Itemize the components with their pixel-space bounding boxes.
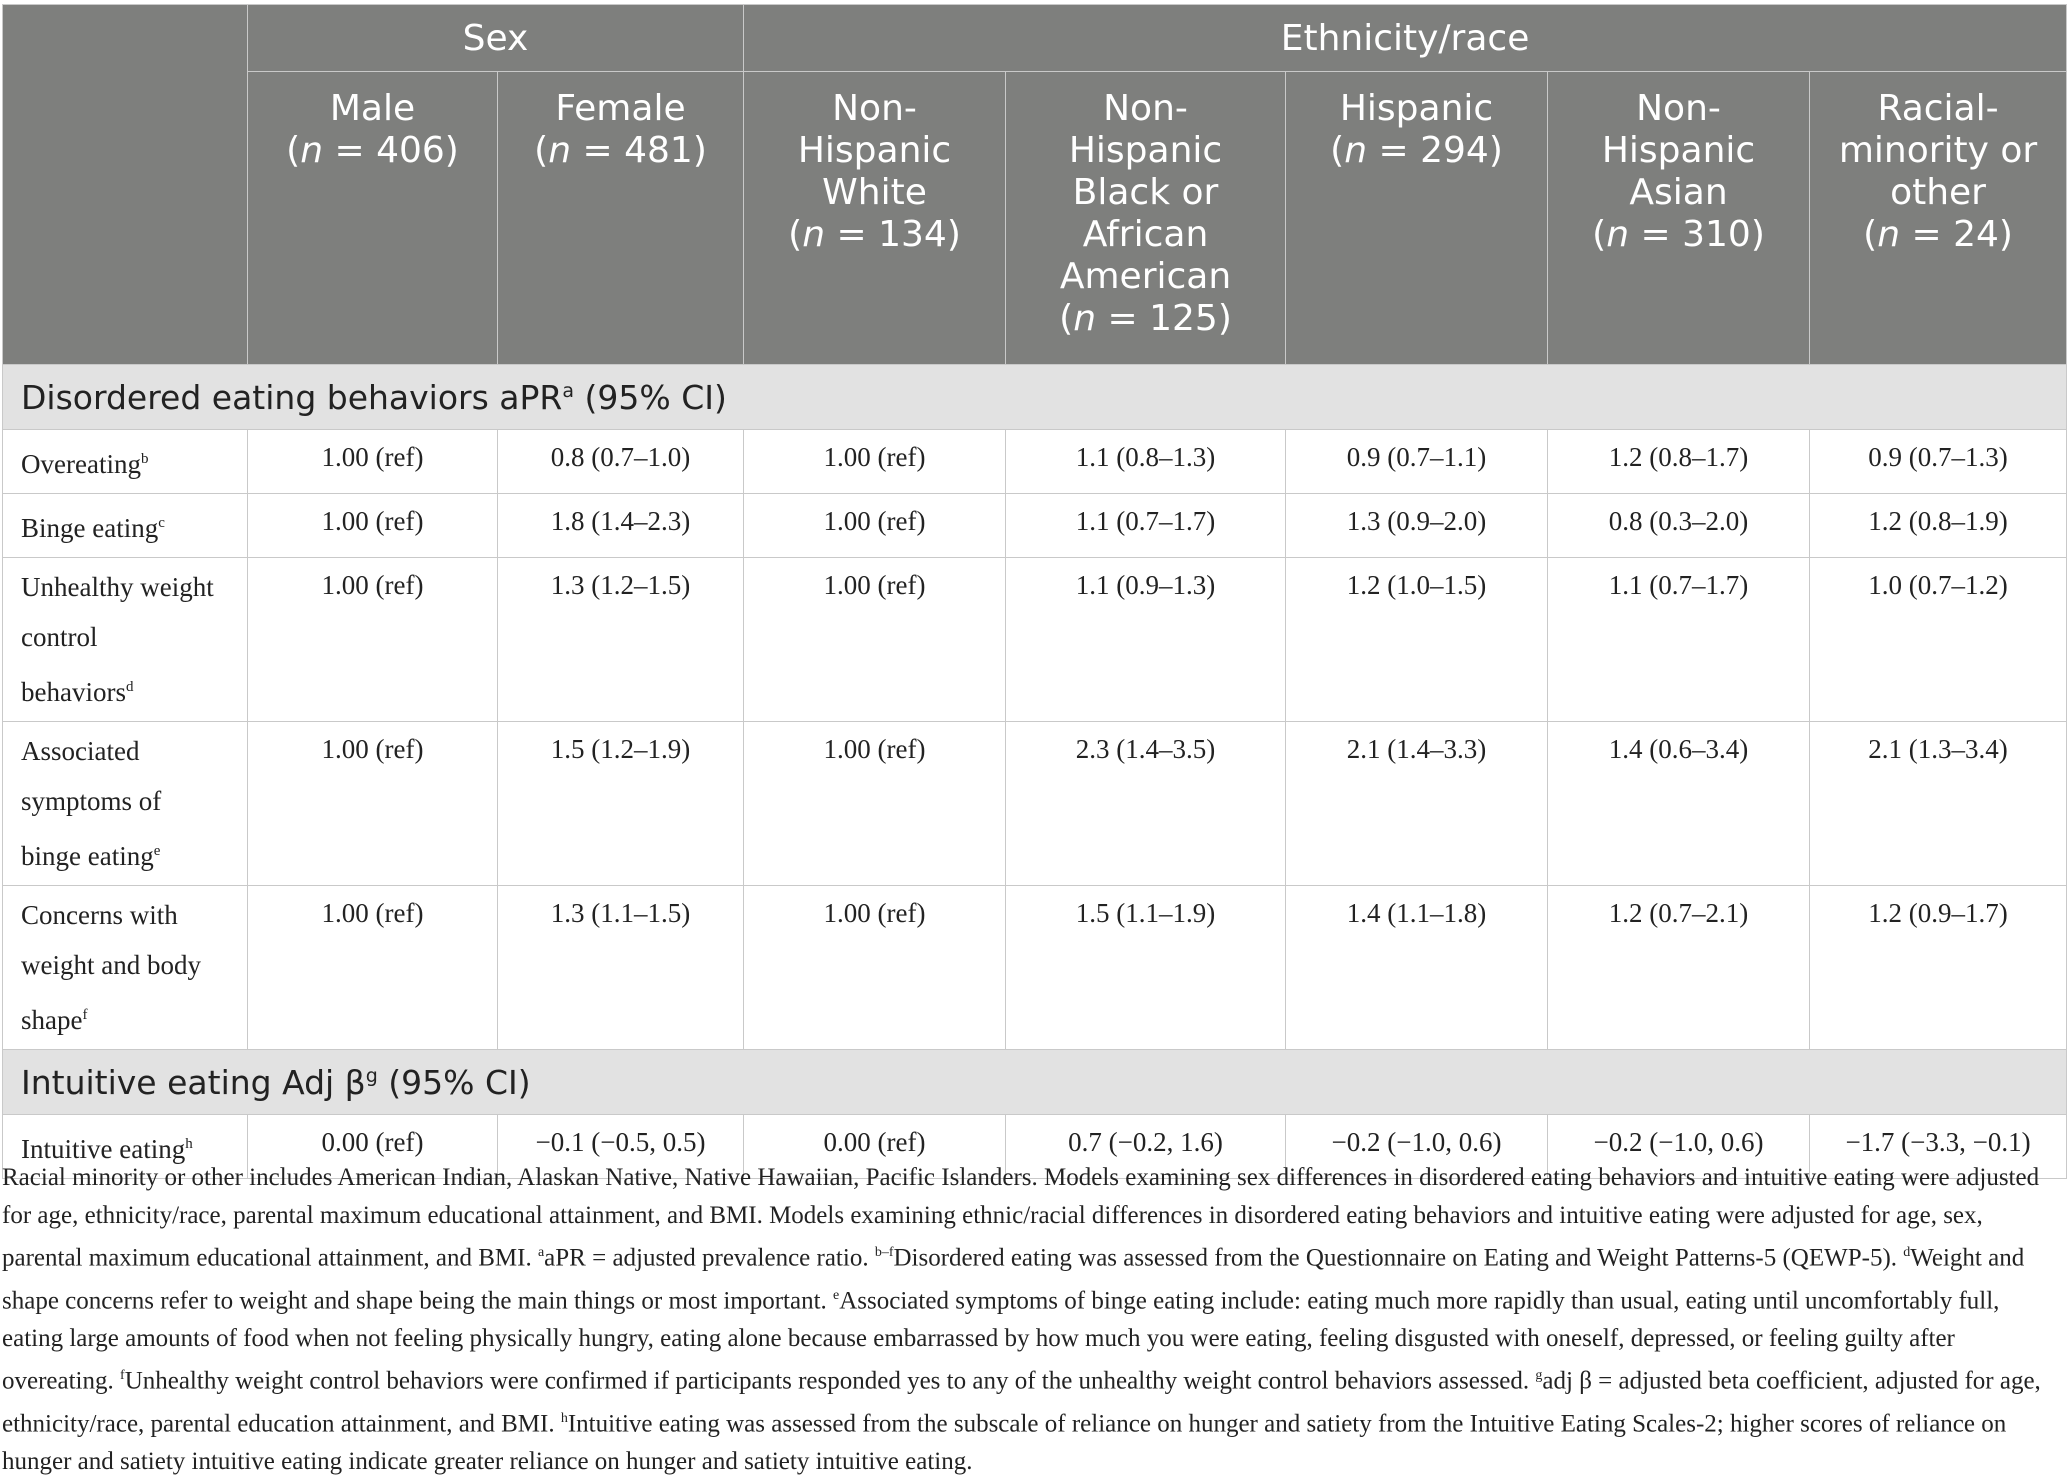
- footnote-marker: a: [562, 379, 574, 402]
- sample-size-part: (: [788, 214, 803, 255]
- sample-size-part: ): [1217, 298, 1232, 339]
- table-cell: 1.00 (ref): [744, 722, 1006, 886]
- column-header-line: Non-: [1636, 88, 1721, 129]
- column-header-line: Male: [329, 88, 416, 129]
- table-cell: 1.00 (ref): [248, 430, 498, 494]
- table-cell: 1.8 (1.4–2.3): [498, 494, 744, 558]
- table-cell: 1.00 (ref): [744, 886, 1006, 1050]
- column-header-line: Hispanic: [1601, 130, 1756, 171]
- sample-size-part: =: [1900, 214, 1954, 255]
- column-sample-size: [1006, 298, 1285, 340]
- table-cell: 1.3 (1.2–1.5): [498, 558, 744, 722]
- table-cell: 1.2 (1.0–1.5): [1286, 558, 1548, 722]
- column-header-line: Asian: [1629, 172, 1728, 213]
- row-label-line: Unhealthy weight: [21, 572, 214, 602]
- column-header-line: African: [1082, 214, 1209, 255]
- row-label-line: control: [21, 622, 98, 652]
- table-cell: 1.3 (1.1–1.5): [498, 886, 744, 1050]
- sample-size-part: =: [825, 214, 879, 255]
- sample-size-part: =: [1367, 130, 1421, 171]
- footnote-text: Intuitive eating was assessed from the subscale of reliance on hunger and satiety from the Intuitive Eating Scales-2; higher scores of reliance on hunger and satiety intuitive eating indicate greater reliance on hunger and satiety intuitive eating.: [2, 1410, 2007, 1475]
- column-header-line: Non-: [832, 88, 917, 129]
- row-label: [3, 886, 248, 1050]
- footnote-marker: d: [125, 679, 134, 695]
- column-header: [1810, 72, 2067, 365]
- table-cell: 1.2 (0.7–2.1): [1548, 886, 1810, 1050]
- section-title: Disordered eating behaviors aPR: [21, 377, 563, 417]
- section-suffix: (95% CI): [377, 1062, 531, 1102]
- sample-size-part: n: [548, 130, 572, 171]
- table-row: [3, 722, 2067, 886]
- row-label-line: behaviors: [21, 677, 126, 707]
- table-cell: 1.00 (ref): [248, 886, 498, 1050]
- table-cell: 1.4 (0.6–3.4): [1548, 722, 1810, 886]
- sample-size-part: (: [1330, 130, 1345, 171]
- row-label-line: Associated: [21, 736, 140, 766]
- sample-size-part: =: [571, 130, 625, 171]
- table-footnote: [2, 1159, 2064, 1480]
- column-header-line: Female: [555, 88, 686, 129]
- sample-size-part: ): [1750, 214, 1765, 255]
- sample-size-part: 125: [1149, 298, 1218, 339]
- footnote-marker: b–f: [874, 1245, 894, 1260]
- column-header-line: minority or: [1838, 130, 2038, 171]
- sample-size-part: (: [1059, 298, 1074, 339]
- table-cell: 0.8 (0.7–1.0): [498, 430, 744, 494]
- sample-size-part: (: [1592, 214, 1607, 255]
- section-header-disordered: [3, 365, 2067, 430]
- table-row: [3, 430, 2067, 494]
- footnote-marker: g: [365, 1064, 378, 1087]
- sample-size-part: n: [1344, 130, 1368, 171]
- footnote-text: Racial minority or other includes American Indian, Alaskan Native, Native Hawaiian, Pacific Islanders. Models examining sex differences in disordered eating behaviors and intuitive eating were adjusted for age, ethnicity/race, parental maximum educational attainment, and BMI. Models examining ethnic/racial differences in disordered eating behaviors and intuitive eating were adjusted for age, sex, parental maximum educational attainment, and BMI.: [2, 1164, 2040, 1272]
- sample-size-part: =: [323, 130, 377, 171]
- table-row: [3, 886, 2067, 1050]
- table-cell: 1.00 (ref): [744, 430, 1006, 494]
- table-cell: 0.7 (−0.2, 1.6): [1006, 1115, 1286, 1179]
- results-table: [2, 4, 2067, 1179]
- sample-size-part: 481: [624, 130, 693, 171]
- sample-size-part: =: [1096, 298, 1150, 339]
- row-label: [3, 722, 248, 886]
- table-cell: 1.5 (1.1–1.9): [1006, 886, 1286, 1050]
- table-cell: 1.1 (0.7–1.7): [1006, 494, 1286, 558]
- column-header-line: Black or: [1072, 172, 1219, 213]
- table-cell: 1.00 (ref): [248, 494, 498, 558]
- group-header-sex: Sex: [248, 5, 744, 72]
- column-header: [498, 72, 744, 365]
- table-cell: 1.00 (ref): [248, 558, 498, 722]
- row-label: [3, 494, 248, 558]
- table-cell: 2.1 (1.3–3.4): [1810, 722, 2067, 886]
- table-cell: 1.00 (ref): [248, 722, 498, 886]
- sample-size-part: (: [534, 130, 549, 171]
- table-cell: −0.2 (−1.0, 0.6): [1286, 1115, 1548, 1179]
- table-cell: −0.1 (−0.5, 0.5): [498, 1115, 744, 1179]
- section-header-intuitive: [3, 1050, 2067, 1115]
- table-cell: 0.00 (ref): [744, 1115, 1006, 1179]
- table-cell: 1.1 (0.9–1.3): [1006, 558, 1286, 722]
- footnote-marker: h: [560, 1410, 568, 1426]
- sample-size-part: ): [692, 130, 707, 171]
- sample-size-part: 294: [1420, 130, 1489, 171]
- section-title: Intuitive eating Adj β: [21, 1062, 366, 1102]
- table-cell: 1.0 (0.7–1.2): [1810, 558, 2067, 722]
- table-cell: 2.3 (1.4–3.5): [1006, 722, 1286, 886]
- row-label-line: binge eating: [21, 841, 154, 871]
- footnote-text: aPR = adjusted prevalence ratio.: [544, 1244, 875, 1272]
- sample-size-part: ): [1998, 214, 2013, 255]
- column-sample-size: [248, 130, 497, 172]
- column-sample-size: [1286, 130, 1547, 172]
- footnote-marker: e: [153, 843, 161, 859]
- row-label-line: Concerns with: [21, 900, 178, 930]
- footnote-marker: f: [82, 1007, 88, 1023]
- sample-size-part: (: [286, 130, 301, 171]
- row-label-text: Overeating: [21, 449, 141, 479]
- row-label: [3, 430, 248, 494]
- sample-size-part: ): [1488, 130, 1503, 171]
- footnote-text: Weight and shape concerns refer to weight and shape being the main things or most important.: [2, 1244, 2025, 1315]
- row-label: [3, 558, 248, 722]
- footnote-marker: b: [140, 451, 149, 467]
- sample-size-part: 24: [1953, 214, 1999, 255]
- column-header-line: other: [1890, 172, 1986, 213]
- table-row: [3, 558, 2067, 722]
- table-cell: 1.1 (0.8–1.3): [1006, 430, 1286, 494]
- footnote-text: adj β = adjusted beta coefficient, adjusted for age, ethnicity/race, parental education attainment, and BMI.: [2, 1367, 2041, 1438]
- sample-size-part: 310: [1682, 214, 1751, 255]
- table-cell: 1.1 (0.7–1.7): [1548, 558, 1810, 722]
- table-cell: 0.9 (0.7–1.1): [1286, 430, 1548, 494]
- sample-size-part: 134: [878, 214, 947, 255]
- column-header: [248, 72, 498, 365]
- footnote-marker: c: [158, 515, 165, 531]
- row-label-text: Intuitive eating: [21, 1134, 186, 1164]
- table-cell: 1.5 (1.2–1.9): [498, 722, 744, 886]
- sample-size-part: ): [946, 214, 961, 255]
- column-header: [1006, 72, 1286, 365]
- column-sample-size: [1548, 214, 1809, 256]
- table-cell: 1.00 (ref): [744, 494, 1006, 558]
- sample-size-part: =: [1629, 214, 1683, 255]
- table-cell: 1.2 (0.8–1.9): [1810, 494, 2067, 558]
- table-cell: 1.2 (0.9–1.7): [1810, 886, 2067, 1050]
- column-header-line: White: [822, 172, 927, 213]
- footnote-marker: a: [537, 1245, 545, 1260]
- column-sample-size: [744, 214, 1005, 256]
- sample-size-part: n: [1073, 298, 1097, 339]
- column-header-line: Hispanic: [1339, 88, 1494, 129]
- table-cell: 1.00 (ref): [744, 558, 1006, 722]
- sample-size-part: n: [1606, 214, 1630, 255]
- table-row: [3, 494, 2067, 558]
- table-cell: 2.1 (1.4–3.3): [1286, 722, 1548, 886]
- sample-size-part: n: [802, 214, 826, 255]
- row-label-text: Binge eating: [21, 513, 159, 543]
- table-cell: 0.8 (0.3–2.0): [1548, 494, 1810, 558]
- sample-size-part: (: [1863, 214, 1878, 255]
- sample-size-part: n: [1877, 214, 1901, 255]
- column-header-line: Hispanic: [1068, 130, 1223, 171]
- table-cell: 0.00 (ref): [248, 1115, 498, 1179]
- table-cell: −0.2 (−1.0, 0.6): [1548, 1115, 1810, 1179]
- sample-size-part: 406: [376, 130, 445, 171]
- column-header: [1548, 72, 1810, 365]
- footnote-marker: d: [1903, 1245, 1911, 1260]
- footnote-marker: h: [185, 1136, 193, 1152]
- footnote-text: Associated symptoms of binge eating include: eating much more rapidly than usual, eating until uncomfortably full, eating large amounts of food when not feeling physically hungry, eating alone because embarrassed by how much you were eating, feeling disgusted with oneself, depressed, or feeling guilty after overeating.: [2, 1287, 2000, 1395]
- table-cell: 1.2 (0.8–1.7): [1548, 430, 1810, 494]
- column-header-line: Racial-: [1877, 88, 1999, 129]
- row-label-line: shape: [21, 1005, 83, 1035]
- section-suffix: (95% CI): [574, 377, 727, 417]
- sample-size-part: ): [444, 130, 459, 171]
- sample-size-part: n: [300, 130, 324, 171]
- column-header: [744, 72, 1006, 365]
- header-corner: [3, 5, 248, 365]
- column-sample-size: [1810, 214, 2066, 256]
- table-cell: 1.3 (0.9–2.0): [1286, 494, 1548, 558]
- table-cell: −1.7 (−3.3, −0.1): [1810, 1115, 2067, 1179]
- table-cell: 0.9 (0.7–1.3): [1810, 430, 2067, 494]
- footnote-marker: g: [1535, 1368, 1543, 1384]
- footnote-marker: f: [120, 1368, 125, 1384]
- footnote-text: Unhealthy weight control behaviors were confirmed if participants responded yes to any of the unhealthy weight control behaviors assessed.: [124, 1367, 1536, 1395]
- footnote-text: Disordered eating was assessed from the Questionnaire on Eating and Weight Patterns-5 (QEWP-5).: [893, 1244, 1904, 1272]
- table-cell: 1.4 (1.1–1.8): [1286, 886, 1548, 1050]
- column-header-line: Hispanic: [797, 130, 952, 171]
- row-label-line: symptoms of: [21, 786, 162, 816]
- footnote-marker: e: [833, 1287, 840, 1303]
- column-header: [1286, 72, 1548, 365]
- column-header-line: Non-: [1103, 88, 1188, 129]
- row-label-line: weight and body: [21, 950, 201, 980]
- group-header-ethnicity: Ethnicity/race: [744, 5, 2067, 72]
- column-sample-size: [498, 130, 743, 172]
- column-header-line: American: [1059, 256, 1232, 297]
